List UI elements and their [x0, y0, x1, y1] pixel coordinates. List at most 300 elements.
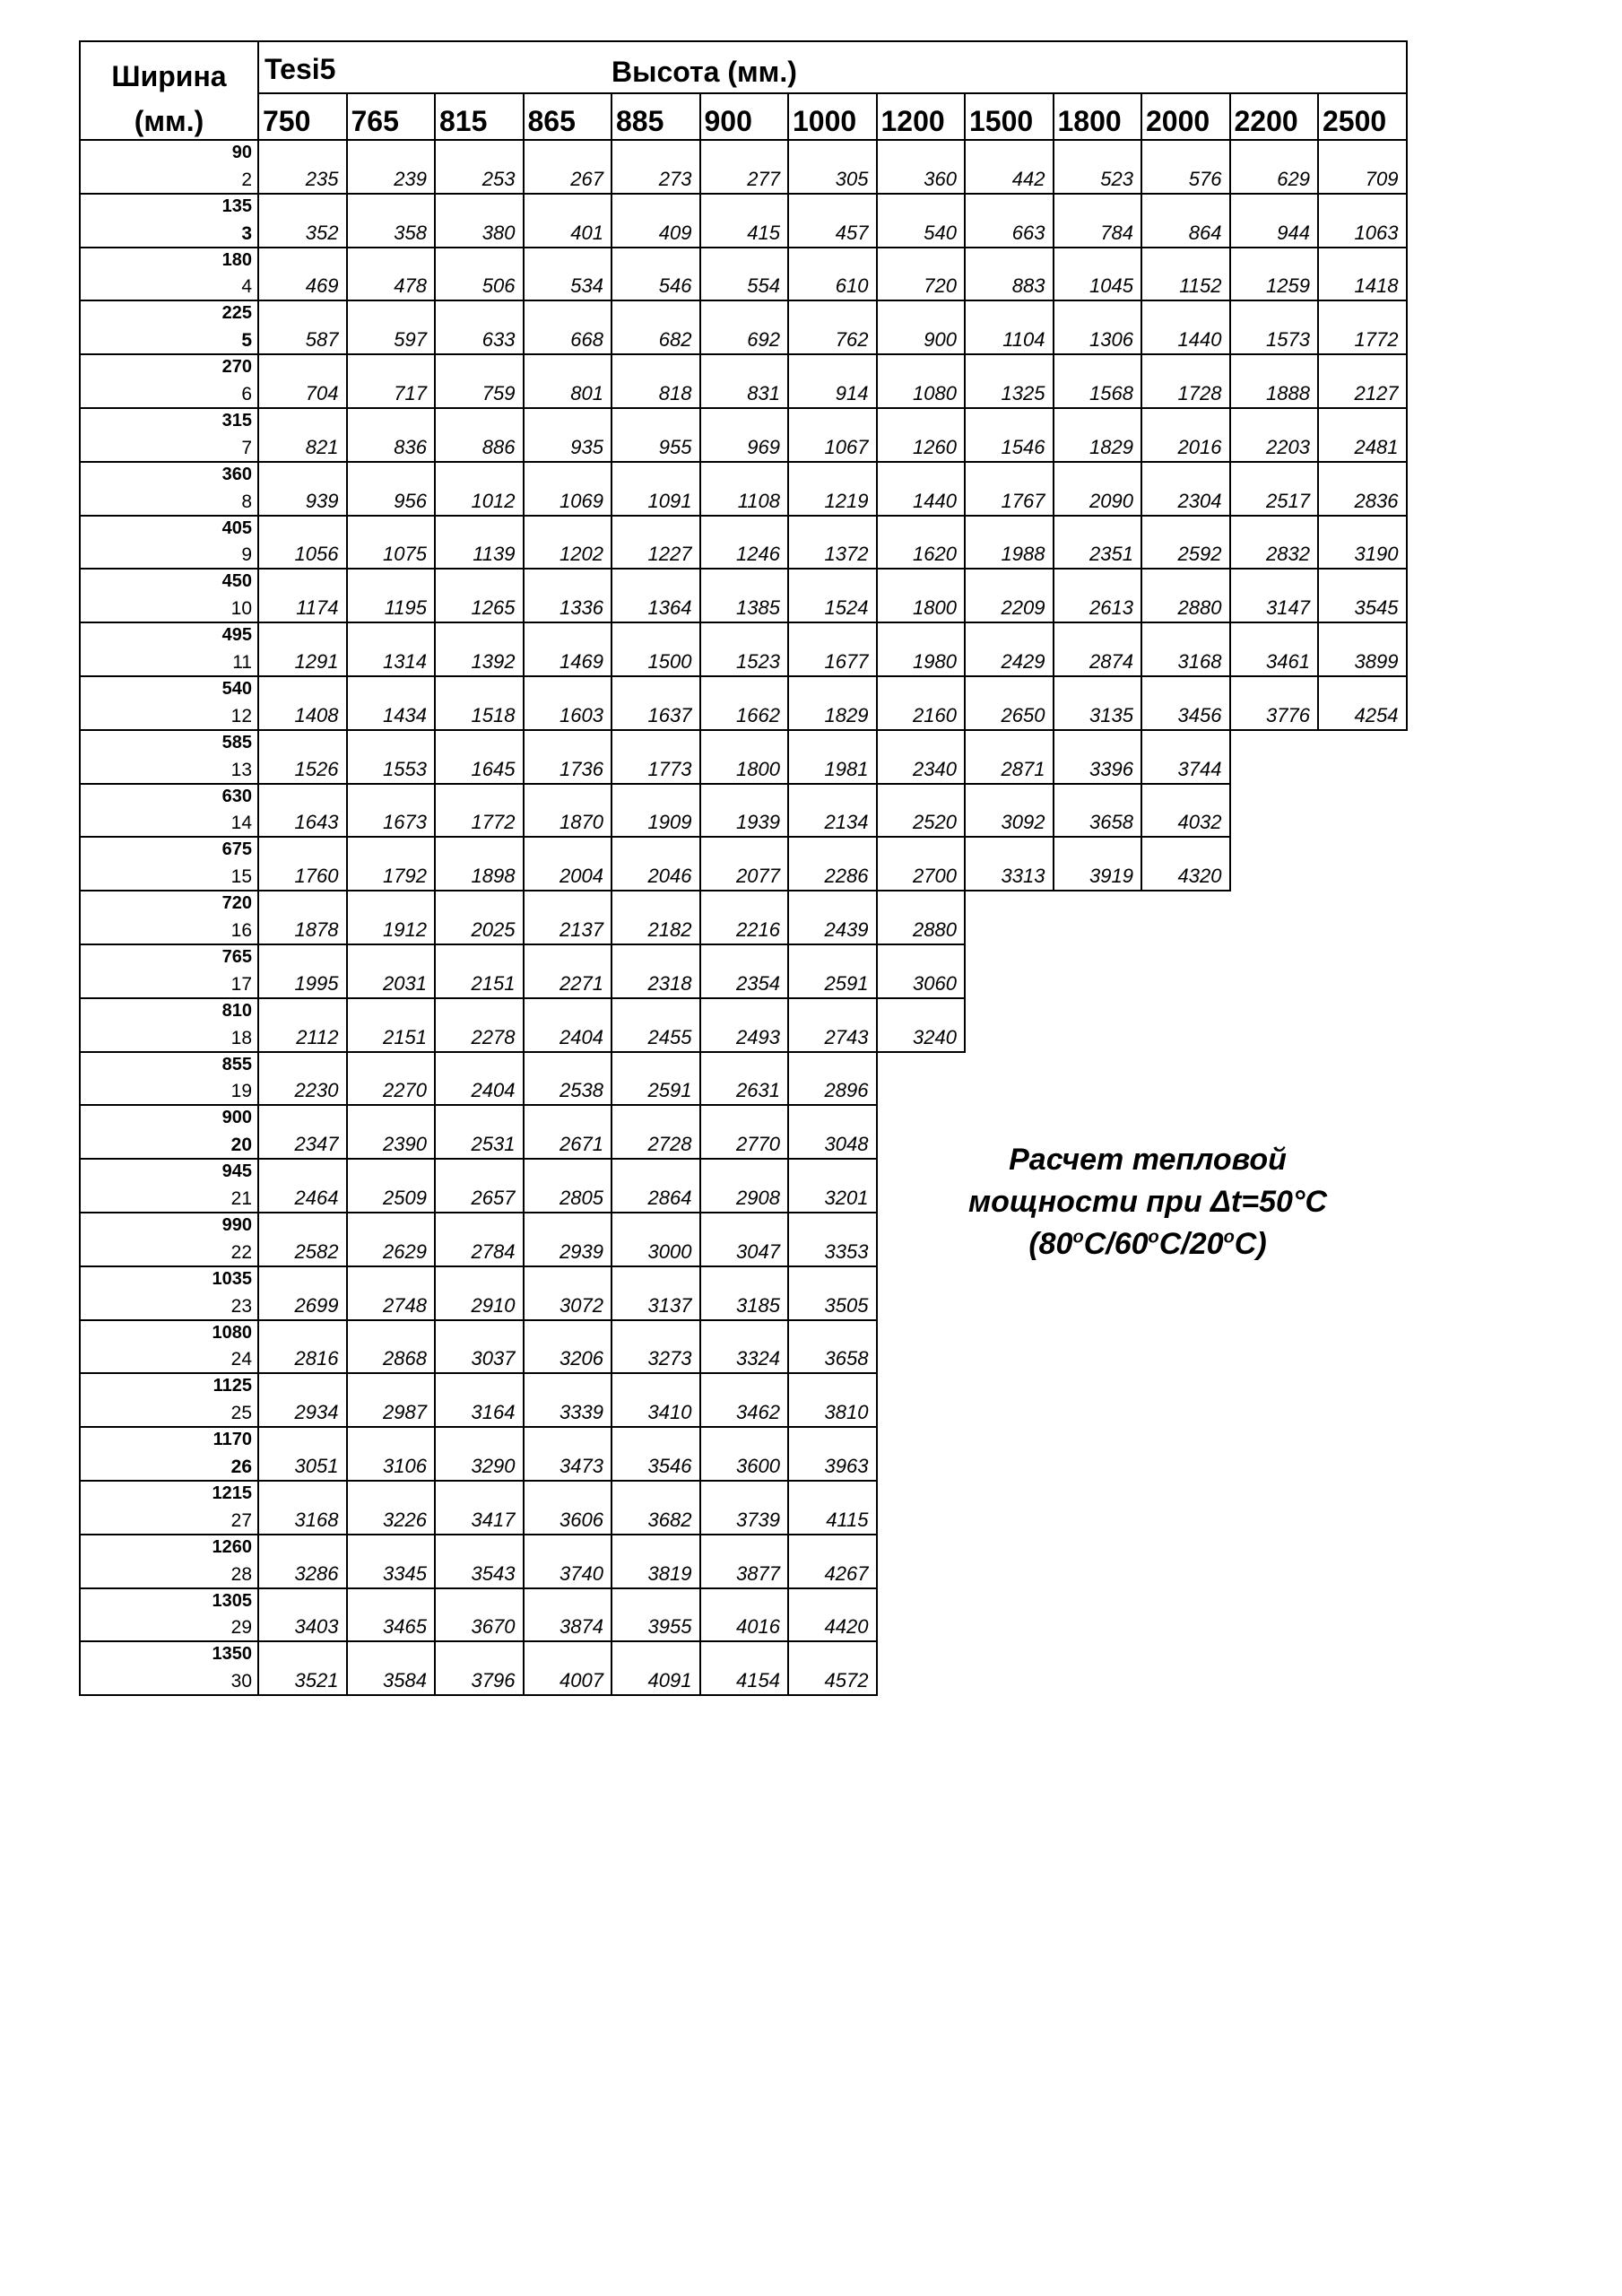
width-value: 990: [221, 1215, 252, 1235]
power-cell: [434, 1158, 525, 1213]
power-value: 1829: [824, 703, 869, 726]
power-value: 2631: [736, 1079, 780, 1102]
width-cell: [79, 1212, 259, 1267]
width-cell: [79, 622, 259, 677]
power-cell: [434, 139, 525, 195]
power-cell: [964, 247, 1054, 302]
power-value: 2582: [294, 1239, 339, 1263]
power-cell: [257, 1104, 348, 1160]
power-cell: [346, 461, 437, 517]
power-cell: [699, 515, 790, 570]
width-value: 450: [221, 571, 252, 592]
power-value: 3240: [913, 1025, 957, 1048]
power-value: 3339: [559, 1401, 603, 1424]
power-value: 1336: [559, 596, 603, 620]
power-value: 1195: [384, 596, 427, 620]
power-cell: [876, 568, 967, 623]
power-value: 1728: [1177, 381, 1222, 404]
section-count: 29: [230, 1617, 252, 1639]
power-cell: [523, 997, 613, 1053]
power-value: 3137: [647, 1293, 692, 1317]
power-value: 3584: [383, 1669, 427, 1692]
power-cell: [964, 622, 1054, 677]
width-cell: [79, 139, 259, 195]
section-count: 11: [232, 651, 252, 673]
power-cell: [699, 675, 790, 731]
note-line-1: Расчет тепловой: [1009, 1143, 1287, 1177]
power-value: 1108: [737, 489, 780, 512]
width-header: [79, 40, 259, 141]
width-value: 1215: [212, 1483, 252, 1503]
power-cell: [434, 944, 525, 999]
width-cell: [79, 1372, 259, 1428]
power-value: 801: [570, 381, 603, 404]
power-value: 3324: [736, 1347, 780, 1370]
power-value: 2520: [913, 811, 957, 834]
power-cell: [699, 139, 790, 195]
power-cell: [611, 515, 701, 570]
power-value: 692: [747, 328, 780, 352]
power-cell: [346, 515, 437, 570]
power-value: 3658: [824, 1347, 869, 1370]
power-value: 1568: [1089, 381, 1133, 404]
power-cell: [434, 1480, 525, 1535]
power-value: 2509: [383, 1186, 427, 1209]
power-cell: [346, 944, 437, 999]
power-value: 2880: [1177, 596, 1222, 620]
power-value: 1440: [913, 489, 957, 512]
height-value: 1200: [880, 105, 945, 137]
power-value: 2209: [1001, 596, 1045, 620]
power-value: 1265: [471, 596, 516, 620]
section-count: 18: [230, 1027, 252, 1048]
power-cell: [611, 675, 701, 731]
width-value: 315: [221, 411, 252, 430]
power-value: 2629: [383, 1239, 427, 1263]
power-value: 633: [481, 328, 516, 352]
power-cell: [523, 461, 613, 517]
power-cell: [876, 461, 967, 517]
power-value: 1524: [824, 596, 869, 620]
power-cell: [699, 1372, 790, 1428]
power-cell: [787, 1265, 878, 1321]
power-cell: [876, 247, 967, 302]
height-col-header: [964, 92, 1054, 141]
power-value: 4091: [647, 1669, 692, 1692]
power-cell: [434, 836, 525, 891]
power-cell: [611, 1104, 701, 1160]
power-value: 956: [394, 489, 427, 512]
power-value: 1056: [294, 543, 339, 566]
height-col-header: [1053, 92, 1143, 141]
power-cell: [1141, 193, 1231, 248]
power-value: 3164: [471, 1401, 516, 1424]
power-cell: [611, 193, 701, 248]
width-value: 360: [221, 464, 252, 484]
width-value: 1350: [212, 1644, 252, 1665]
power-value: 1980: [913, 649, 957, 673]
power-value: 3600: [736, 1454, 780, 1477]
power-cell: [346, 247, 437, 302]
power-cell: [346, 622, 437, 677]
power-cell: [346, 836, 437, 891]
power-value: 3456: [1177, 703, 1222, 726]
power-value: 3874: [559, 1615, 603, 1639]
power-cell: [434, 247, 525, 302]
power-cell: [434, 622, 525, 677]
power-cell: [434, 997, 525, 1053]
power-cell: [523, 729, 613, 785]
power-value: 1069: [559, 489, 603, 512]
power-value: 2531: [471, 1133, 516, 1156]
power-value: 523: [1100, 167, 1133, 190]
power-value: 3963: [824, 1454, 869, 1477]
power-value: 1673: [383, 811, 427, 834]
power-cell: [434, 1212, 525, 1267]
power-value: 457: [835, 221, 869, 244]
width-value: 630: [221, 786, 252, 806]
width-value: 1305: [212, 1590, 252, 1611]
height-header: [257, 40, 1408, 94]
power-cell: [1141, 139, 1231, 195]
height-col-header: [1317, 92, 1408, 141]
power-cell: [434, 407, 525, 463]
power-value: 969: [747, 435, 780, 458]
width-cell: [79, 729, 259, 785]
power-cell: [787, 1158, 878, 1213]
power-value: 2868: [383, 1347, 427, 1370]
power-cell: [876, 515, 967, 570]
section-count: 2: [241, 169, 252, 190]
power-cell: [1141, 300, 1231, 355]
power-cell: [523, 1104, 613, 1160]
power-value: 4007: [559, 1669, 603, 1692]
power-cell: [1317, 193, 1408, 248]
power-cell: [876, 353, 967, 409]
power-value: 2464: [294, 1186, 339, 1209]
power-cell: [699, 836, 790, 891]
power-value: 3168: [294, 1508, 339, 1531]
power-cell: [611, 1319, 701, 1375]
power-cell: [1053, 675, 1143, 731]
power-cell: [1317, 568, 1408, 623]
power-value: 358: [394, 221, 427, 244]
power-value: 3670: [471, 1615, 516, 1639]
power-cell: [434, 300, 525, 355]
power-value: 1259: [1266, 274, 1310, 298]
power-value: 1104: [1002, 328, 1045, 352]
power-value: 4267: [824, 1561, 869, 1585]
power-value: 3462: [736, 1401, 780, 1424]
width-cell: [79, 353, 259, 409]
width-value: 540: [221, 679, 252, 699]
power-value: 717: [394, 381, 427, 404]
power-cell: [346, 729, 437, 785]
power-value: 1246: [736, 543, 780, 566]
power-value: 1981: [824, 757, 869, 780]
height-value: 900: [704, 105, 752, 137]
power-cell: [699, 1265, 790, 1321]
power-value: 3345: [383, 1561, 427, 1585]
power-cell: [787, 139, 878, 195]
power-cell: [1053, 461, 1143, 517]
power-value: 2699: [294, 1293, 339, 1317]
power-value: 914: [835, 381, 869, 404]
power-cell: [1317, 622, 1408, 677]
power-cell: [876, 836, 967, 891]
power-value: 2784: [471, 1239, 516, 1263]
section-count: 21: [230, 1187, 252, 1209]
width-cell: [79, 1587, 259, 1643]
power-cell: [257, 997, 348, 1053]
height-value: 750: [263, 105, 311, 137]
power-value: 1988: [1001, 543, 1045, 566]
power-value: 360: [924, 167, 957, 190]
width-cell: [79, 1480, 259, 1535]
power-cell: [611, 1372, 701, 1428]
power-cell: [1317, 515, 1408, 570]
power-cell: [346, 1372, 437, 1428]
width-cell: [79, 247, 259, 302]
power-value: 939: [305, 489, 339, 512]
power-value: 506: [481, 274, 516, 298]
power-cell: [787, 515, 878, 570]
power-value: 2016: [1177, 435, 1222, 458]
section-count: 22: [230, 1241, 252, 1263]
width-cell: [79, 1534, 259, 1589]
section-count: 10: [230, 598, 252, 620]
power-value: 1526: [294, 757, 339, 780]
power-cell: [876, 997, 967, 1053]
power-cell: [523, 890, 613, 945]
power-value: 2871: [1001, 757, 1045, 780]
power-value: 1573: [1266, 328, 1310, 352]
power-value: 2874: [1089, 649, 1133, 673]
width-value: 180: [221, 249, 252, 270]
power-value: 883: [1011, 274, 1045, 298]
power-value: 2493: [736, 1025, 780, 1048]
power-value: 305: [835, 167, 869, 190]
power-cell: [257, 247, 348, 302]
power-value: 2987: [383, 1401, 427, 1424]
power-value: 2770: [736, 1133, 780, 1156]
power-cell: [257, 1587, 348, 1643]
power-value: 2816: [294, 1347, 339, 1370]
power-cell: [346, 407, 437, 463]
power-cell: [1317, 247, 1408, 302]
power-cell: [699, 353, 790, 409]
power-value: 1372: [824, 543, 869, 566]
section-count: 26: [230, 1456, 252, 1477]
power-cell: [523, 1426, 613, 1482]
power-value: 1469: [559, 649, 603, 673]
power-value: 401: [570, 221, 603, 244]
power-cell: [257, 622, 348, 677]
power-cell: [257, 783, 348, 839]
power-cell: [1053, 300, 1143, 355]
power-cell: [257, 1426, 348, 1482]
power-value: 3037: [471, 1347, 516, 1370]
power-value: 409: [658, 221, 692, 244]
power-cell: [1317, 300, 1408, 355]
power-cell: [787, 1480, 878, 1535]
height-col-header: [523, 92, 613, 141]
power-cell: [523, 139, 613, 195]
power-cell: [964, 193, 1054, 248]
section-count: 30: [230, 1671, 252, 1692]
power-value: 2390: [383, 1133, 427, 1156]
power-cell: [876, 300, 967, 355]
power-cell: [1141, 568, 1231, 623]
power-value: 2591: [824, 971, 869, 995]
power-cell: [523, 1158, 613, 1213]
power-value: 2271: [559, 971, 603, 995]
power-cell: [1317, 461, 1408, 517]
power-cell: [876, 139, 967, 195]
power-cell: [1141, 675, 1231, 731]
power-cell: [611, 1480, 701, 1535]
power-value: 1773: [647, 757, 692, 780]
power-value: 668: [570, 328, 603, 352]
power-value: 2592: [1177, 543, 1222, 566]
power-cell: [787, 1051, 878, 1107]
power-value: 1767: [1001, 489, 1045, 512]
power-value: 3072: [559, 1293, 603, 1317]
power-value: 1291: [294, 649, 339, 673]
power-value: 2939: [559, 1239, 603, 1263]
height-value: 765: [351, 105, 399, 137]
power-value: 1091: [647, 489, 692, 512]
power-cell: [787, 193, 878, 248]
power-value: 380: [481, 221, 516, 244]
power-value: 1306: [1089, 328, 1133, 352]
power-value: 709: [1365, 167, 1399, 190]
power-value: 3135: [1089, 703, 1133, 726]
width-cell: [79, 997, 259, 1053]
power-value: 2112: [296, 1025, 339, 1048]
note-line-2: мощности при Δt=50°C: [967, 1185, 1328, 1219]
power-cell: [787, 622, 878, 677]
section-count: 7: [241, 437, 252, 458]
power-value: 3060: [913, 971, 957, 995]
width-cell: [79, 568, 259, 623]
power-cell: [787, 1426, 878, 1482]
power-value: 2160: [913, 703, 957, 726]
power-value: 2896: [824, 1079, 869, 1102]
power-cell: [787, 568, 878, 623]
power-value: 1620: [913, 543, 957, 566]
power-value: 3473: [559, 1454, 603, 1477]
power-cell: [787, 783, 878, 839]
height-value: 815: [439, 105, 488, 137]
power-cell: [257, 568, 348, 623]
section-count: 15: [230, 866, 252, 888]
power-value: 3776: [1266, 703, 1310, 726]
power-cell: [787, 1372, 878, 1428]
power-cell: [876, 675, 967, 731]
power-cell: [699, 1640, 790, 1696]
power-value: 3810: [824, 1401, 869, 1424]
power-value: 3658: [1089, 811, 1133, 834]
power-value: 1075: [383, 543, 427, 566]
width-value: 720: [221, 893, 252, 914]
power-value: 1553: [383, 757, 427, 780]
power-value: 1067: [824, 435, 869, 458]
width-cell: [79, 1319, 259, 1375]
power-value: 3417: [471, 1508, 516, 1531]
power-value: 3744: [1177, 757, 1222, 780]
power-cell: [611, 944, 701, 999]
width-cell: [79, 675, 259, 731]
power-value: 2347: [294, 1133, 339, 1156]
power-cell: [1317, 675, 1408, 731]
power-value: 762: [835, 328, 869, 352]
width-cell: [79, 1104, 259, 1160]
power-value: 3410: [647, 1401, 692, 1424]
power-cell: [434, 353, 525, 409]
power-cell: [699, 407, 790, 463]
power-value: 2004: [559, 865, 603, 888]
width-value: 1125: [213, 1376, 252, 1396]
width-value: 855: [221, 1054, 252, 1074]
power-cell: [434, 675, 525, 731]
power-cell: [699, 1158, 790, 1213]
power-value: 1408: [294, 703, 339, 726]
power-cell: [434, 783, 525, 839]
power-cell: [964, 461, 1054, 517]
power-value: 629: [1277, 167, 1310, 190]
power-cell: [1141, 247, 1231, 302]
power-value: 1314: [383, 649, 427, 673]
power-cell: [699, 568, 790, 623]
power-value: 3740: [559, 1561, 603, 1585]
power-cell: [787, 1640, 878, 1696]
power-cell: [257, 1212, 348, 1267]
power-value: 2613: [1089, 596, 1133, 620]
power-value: 442: [1011, 167, 1045, 190]
power-value: 1662: [736, 703, 780, 726]
power-value: 2404: [559, 1025, 603, 1048]
power-cell: [523, 1212, 613, 1267]
power-value: 2304: [1177, 489, 1222, 512]
power-value: 3106: [383, 1454, 427, 1477]
power-value: 546: [658, 274, 692, 298]
power-cell: [257, 515, 348, 570]
power-value: 2455: [647, 1025, 692, 1048]
power-cell: [787, 729, 878, 785]
power-cell: [876, 783, 967, 839]
height-col-header: [1141, 92, 1231, 141]
power-value: 2650: [1001, 703, 1045, 726]
width-value: 810: [221, 1000, 252, 1021]
power-value: 1546: [1001, 435, 1045, 458]
power-value: 2230: [294, 1079, 339, 1102]
power-cell: [1229, 300, 1320, 355]
power-value: 478: [394, 274, 427, 298]
power-value: 1523: [736, 649, 780, 673]
width-cell: [79, 1640, 259, 1696]
width-cell: [79, 836, 259, 891]
power-value: 2151: [471, 971, 516, 995]
width-cell: [79, 407, 259, 463]
power-cell: [611, 1640, 701, 1696]
power-cell: [1053, 193, 1143, 248]
power-cell: [1053, 783, 1143, 839]
power-cell: [346, 1480, 437, 1535]
power-cell: [1141, 783, 1231, 839]
power-value: 831: [747, 381, 780, 404]
power-cell: [611, 353, 701, 409]
